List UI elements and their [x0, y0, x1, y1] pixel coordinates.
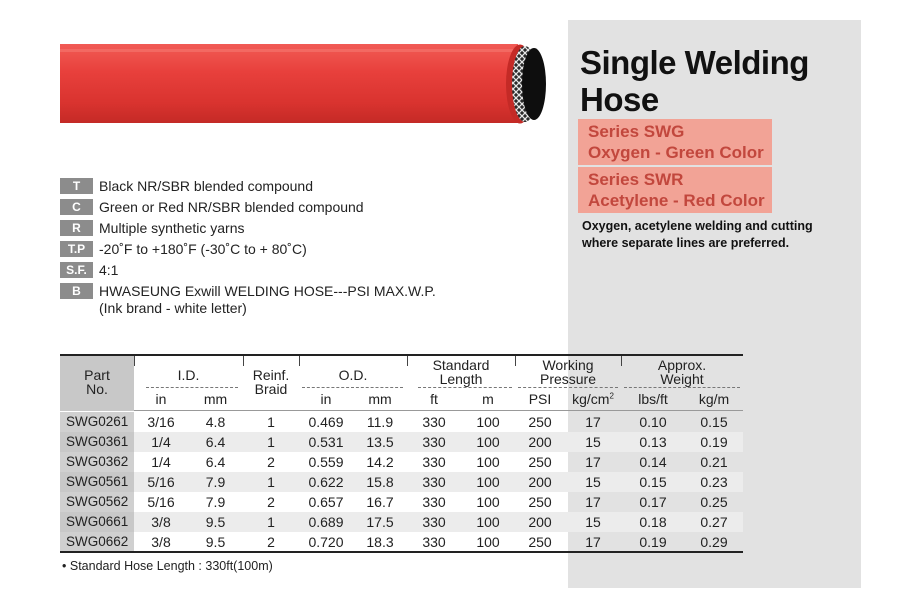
spec-text: Green or Red NR/SBR blended compound — [99, 199, 364, 215]
cell-m: 100 — [476, 474, 500, 490]
hose-illustration — [60, 44, 546, 124]
cell-m: 100 — [476, 534, 500, 550]
part-number-cell: SWG0662 — [60, 532, 134, 552]
subheader-kgcm2 — [565, 391, 621, 407]
header-divider — [243, 356, 244, 366]
cell-psi: 200 — [528, 514, 552, 530]
cell-od-mm: 16.7 — [366, 494, 394, 510]
cell-m: 100 — [476, 434, 500, 450]
cell-kgm: 0.15 — [700, 414, 728, 430]
cell-od-mm: 14.2 — [366, 454, 394, 470]
cell-m: 100 — [476, 454, 500, 470]
cell-id-mm: 7.9 — [205, 474, 226, 490]
cell-braid: 2 — [267, 494, 275, 510]
header-text: Weight — [660, 371, 704, 387]
cell-ft: 330 — [422, 474, 446, 490]
table-row — [60, 512, 743, 532]
subheader-len-m: m — [482, 391, 494, 407]
part-number-cell: SWG0361 — [60, 432, 134, 452]
spec-code: R — [60, 220, 93, 236]
cell-m: 100 — [476, 414, 500, 430]
spec-row-tube — [60, 178, 313, 195]
cell-braid: 2 — [267, 454, 275, 470]
id-header: I.D. — [177, 367, 200, 383]
cell-id-mm: 6.4 — [205, 454, 226, 470]
cell-m: 100 — [476, 514, 500, 530]
cell-braid: 2 — [267, 534, 275, 550]
table-row — [60, 472, 743, 492]
cell-kg: 17 — [585, 454, 601, 470]
subheader-kgm: kg/m — [698, 391, 730, 407]
product-title — [580, 44, 855, 118]
part-number-cell: SWG0261 — [60, 412, 134, 432]
table-bottom-rule — [60, 551, 743, 553]
subheader-id-mm: mm — [203, 391, 228, 407]
cell-kg: 17 — [585, 414, 601, 430]
table-row — [60, 452, 743, 472]
cell-id-mm: 7.9 — [205, 494, 226, 510]
header-text: Approx. — [657, 357, 707, 373]
table-top-rule — [60, 354, 743, 356]
subheader-od-mm: mm — [368, 391, 392, 407]
cell-od-mm: 13.5 — [366, 434, 394, 450]
cell-od-in: 0.720 — [308, 534, 344, 550]
table-row — [60, 412, 743, 432]
part-number-cell: SWG0661 — [60, 512, 134, 532]
cell-lbs: 0.18 — [639, 514, 667, 530]
cell-kgm: 0.25 — [700, 494, 728, 510]
header-text: Pressure — [539, 371, 597, 387]
cell-lbs: 0.19 — [639, 534, 667, 550]
cell-m: 100 — [476, 494, 500, 510]
cell-ft: 330 — [422, 434, 446, 450]
cell-od-mm: 18.3 — [366, 534, 394, 550]
spec-text: Multiple synthetic yarns — [99, 220, 245, 236]
header-bottom-rule — [134, 410, 743, 411]
header-divider — [299, 356, 300, 366]
header-text: Part — [84, 367, 110, 383]
subheader-rule — [624, 387, 740, 388]
cell-braid: 1 — [267, 514, 275, 530]
cell-od-in: 0.559 — [308, 454, 344, 470]
spec-code: T — [60, 178, 93, 194]
cell-od-mm: 17.5 — [366, 514, 394, 530]
cell-ft: 330 — [422, 514, 446, 530]
cell-psi: 250 — [528, 414, 552, 430]
cell-braid: 1 — [267, 434, 275, 450]
cell-kg: 15 — [585, 434, 601, 450]
subheader-rule — [146, 387, 238, 388]
cell-lbs: 0.17 — [639, 494, 667, 510]
od-header: O.D. — [338, 367, 368, 383]
part-number-cell: SWG0562 — [60, 492, 134, 512]
subheader-id-in: in — [155, 391, 167, 407]
header-text: Working — [542, 357, 594, 373]
title-line-1: Single Welding — [580, 44, 809, 81]
spec-code: B — [60, 283, 93, 299]
working-pressure-header — [515, 358, 621, 386]
cell-ft: 330 — [422, 414, 446, 430]
cell-id-mm: 9.5 — [205, 534, 226, 550]
table-row — [60, 492, 743, 512]
cell-id-in: 3/8 — [151, 514, 171, 530]
table-row — [60, 532, 743, 552]
standard-length-header — [407, 358, 515, 386]
cell-kg: 17 — [585, 494, 601, 510]
cell-ft: 330 — [422, 534, 446, 550]
part-number-cell: SWG0561 — [60, 472, 134, 492]
superscript-two: 2 — [609, 391, 614, 401]
series-swg-name: Series SWG — [588, 122, 685, 141]
spec-text: 4:1 — [99, 262, 119, 278]
subheader-rule — [518, 387, 618, 388]
cell-braid: 1 — [267, 414, 275, 430]
cell-od-mm: 15.8 — [366, 474, 394, 490]
cell-id-in: 1/4 — [151, 454, 171, 470]
subheader-od-in: in — [320, 391, 332, 407]
cell-id-in: 5/16 — [147, 474, 175, 490]
spec-row-safety-factor — [60, 262, 118, 279]
subheader-rule — [302, 387, 403, 388]
cell-od-in: 0.622 — [308, 474, 344, 490]
cell-id-in: 3/16 — [147, 414, 175, 430]
cell-ft: 330 — [422, 454, 446, 470]
cell-lbs: 0.10 — [639, 414, 667, 430]
cell-kg: 15 — [585, 474, 601, 490]
spec-text: -20˚F to +180˚F (-30˚C to + 80˚C) — [99, 241, 307, 257]
spec-text-secondary: (Ink brand - white letter) — [99, 300, 247, 316]
cell-kgm: 0.29 — [700, 534, 728, 550]
cell-lbs: 0.14 — [639, 454, 667, 470]
cell-id-in: 5/16 — [147, 494, 175, 510]
cell-kgm: 0.19 — [700, 434, 728, 450]
cell-psi: 250 — [528, 454, 552, 470]
series-swr-name: Series SWR — [588, 170, 684, 189]
subheader-lbsft: lbs/ft — [638, 391, 668, 407]
header-text: Reinf. — [252, 367, 290, 383]
spec-code: S.F. — [60, 262, 93, 278]
table-row — [60, 432, 743, 452]
subheader-len-ft: ft — [430, 391, 438, 407]
series-swr-box — [578, 167, 772, 213]
cell-kg: 17 — [585, 534, 601, 550]
cell-od-in: 0.469 — [308, 414, 344, 430]
cell-od-mm: 11.9 — [366, 414, 394, 430]
cell-psi: 200 — [528, 434, 552, 450]
cell-id-mm: 4.8 — [205, 414, 226, 430]
cell-kg: 15 — [585, 514, 601, 530]
cell-id-mm: 6.4 — [205, 434, 226, 450]
cell-od-in: 0.531 — [308, 434, 344, 450]
cell-psi: 250 — [528, 534, 552, 550]
bullet: • — [62, 559, 70, 573]
cell-od-in: 0.657 — [308, 494, 344, 510]
cell-lbs: 0.15 — [639, 474, 667, 490]
footnote-text: Standard Hose Length : 330ft(100m) — [69, 559, 273, 573]
cell-psi: 200 — [528, 474, 552, 490]
cell-id-mm: 9.5 — [205, 514, 226, 530]
part-no-header — [60, 368, 134, 396]
subheader-kgcm2-text: kg/cm — [572, 391, 610, 407]
header-text: Standard — [432, 357, 490, 373]
approx-weight-header — [621, 358, 743, 386]
cell-id-in: 3/8 — [151, 534, 171, 550]
spec-text: Black NR/SBR blended compound — [99, 178, 314, 194]
spec-code: T.P — [60, 241, 93, 257]
spec-code: C — [60, 199, 93, 215]
subheader-rule — [418, 387, 512, 388]
description-line-1: Oxygen, acetylene welding and cutting — [582, 219, 813, 233]
spec-row-reinforcement — [60, 220, 245, 237]
title-line-2: Hose — [580, 81, 659, 118]
cell-id-in: 1/4 — [151, 434, 171, 450]
cell-kgm: 0.27 — [700, 514, 728, 530]
series-swg-box — [578, 119, 772, 165]
cell-ft: 330 — [422, 494, 446, 510]
spec-row-brand — [60, 283, 436, 317]
reinf-braid-header — [243, 368, 299, 396]
hose-image — [60, 44, 546, 124]
cell-kgm: 0.21 — [700, 454, 728, 470]
part-number-cell: SWG0362 — [60, 452, 134, 472]
footnote — [62, 559, 273, 573]
subheader-psi: PSI — [528, 391, 552, 407]
cell-psi: 250 — [528, 494, 552, 510]
series-swr-color: Acetylene - Red Color — [588, 191, 765, 210]
cell-od-in: 0.689 — [308, 514, 344, 530]
cell-kgm: 0.23 — [700, 474, 728, 490]
description-line-2: where separate lines are preferred. — [582, 236, 790, 250]
series-swg-color: Oxygen - Green Color — [588, 143, 764, 162]
spec-row-temperature — [60, 241, 307, 258]
cell-braid: 1 — [267, 474, 275, 490]
header-text: Length — [439, 371, 483, 387]
header-text: Braid — [254, 381, 288, 397]
spec-text-block — [99, 283, 436, 317]
spec-row-cover — [60, 199, 364, 216]
spec-text: HWASEUNG Exwill WELDING HOSE---PSI MAX.W.P. — [99, 283, 436, 299]
header-text: No. — [86, 381, 108, 397]
product-description — [582, 218, 852, 252]
cell-lbs: 0.13 — [639, 434, 667, 450]
header-divider — [134, 356, 135, 366]
